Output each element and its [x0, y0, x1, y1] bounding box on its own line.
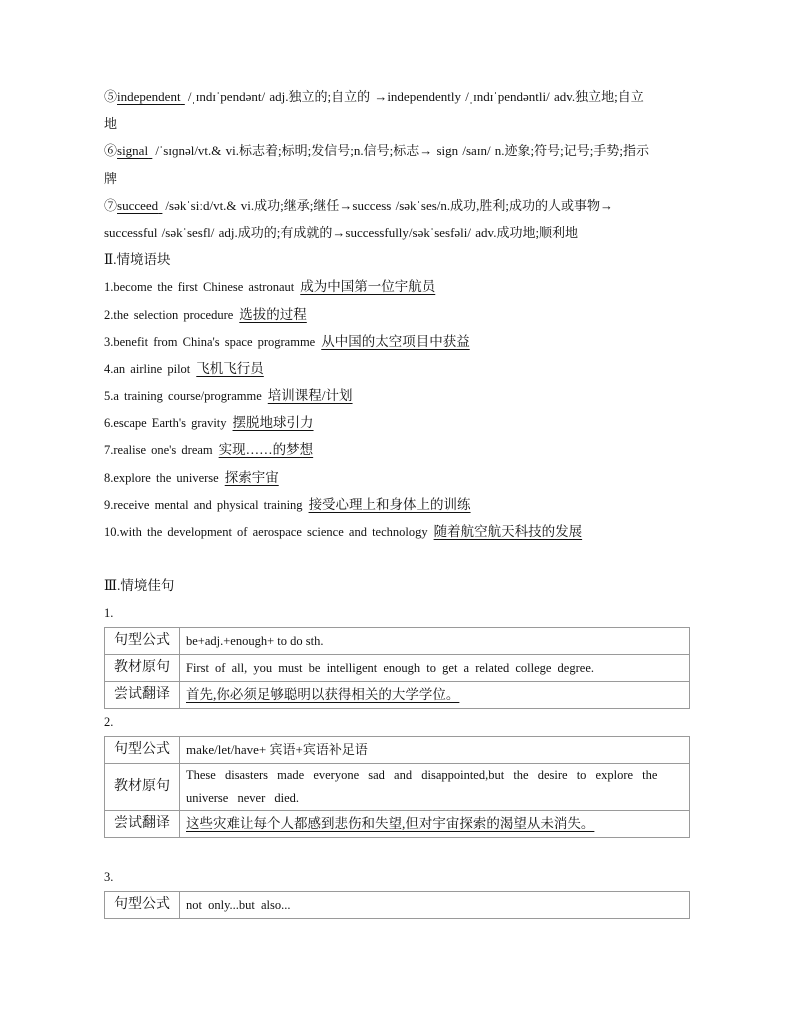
sentence-pattern: not only...but also... [180, 892, 690, 919]
sentence-pattern: be+adj.+enough+ to do sth. [180, 627, 690, 654]
phrase-english: 9.receive mental and physical training [104, 497, 303, 512]
row-label: 教材原句 [105, 763, 180, 810]
phrase-chinese: 摆脱地球引力 [232, 415, 314, 431]
entry-continuation-text: 牌 [104, 170, 118, 186]
row-label: 尝试翻译 [105, 810, 180, 837]
phrase-english: 8.explore the universe [104, 470, 219, 485]
table-row [105, 892, 690, 919]
vocab-entry-succeed [104, 192, 694, 219]
translation-text: 这些灾难让每个人都感到悲伤和失望,但对宇宙探索的渴望从未消失。 [186, 815, 595, 831]
phrase-chinese: 选拔的过程 [239, 306, 307, 322]
sentence-group-number: 1. [104, 605, 114, 620]
phrase-chinese: 成为中国第一位宇航员 [300, 279, 436, 295]
phrase-english: 1.become the first Chinese astronaut [104, 280, 295, 295]
sentence-pattern-table [104, 627, 690, 709]
phrase-chinese: 随着航空航天科技的发展 [433, 524, 583, 539]
headword: succeed [117, 197, 159, 213]
table-row [105, 736, 690, 763]
phrase-english: 4.an airline pilot [104, 361, 191, 376]
textbook-sentence: These disasters made everyone sad and disappointed,but the desire to explore the universe never died. [180, 763, 690, 810]
entry-marker: ⑤ [104, 89, 118, 104]
vocab-entry-independent [104, 83, 694, 110]
blank-line [104, 545, 694, 572]
section-heading-sentences: Ⅲ.情境佳句 [104, 578, 175, 594]
table-row [105, 810, 690, 837]
vocab-entry-continuation [104, 219, 694, 246]
phrase-item [104, 355, 694, 382]
phrase-chinese: 探索宇宙 [224, 469, 279, 485]
phrase-item [104, 382, 694, 409]
phrase-item [104, 301, 694, 328]
table-row [105, 627, 690, 654]
phrase-item [104, 273, 694, 300]
sentence-pattern: make/let/have+ 宾语+宾语补足语 [180, 736, 690, 763]
row-label: 句型公式 [105, 627, 180, 654]
phrase-chinese: 飞机飞行员 [196, 360, 264, 376]
textbook-sentence: First of all, you must be intelligent enough to get a related college degree. [180, 654, 690, 681]
table-row [105, 654, 690, 681]
phrase-item [104, 518, 694, 545]
phrase-item [104, 491, 694, 518]
row-label: 句型公式 [105, 892, 180, 919]
phrase-english: 5.a training course/programme [104, 389, 262, 404]
phrase-item [104, 409, 694, 436]
entry-continuation-text: successful /səkˈsesfl/ adj.成功的;有成就的→successfully/səkˈsesfəli/ adv.成功地;顺利地 [104, 224, 579, 240]
entry-definition: /səkˈsiːd/vt.& vi.成功;继承;继任→success /səkˈses/n.成功,胜利;成功的人或事物→ [165, 197, 613, 213]
vocab-entry-continuation [104, 110, 694, 137]
row-label: 教材原句 [105, 654, 180, 681]
row-label: 句型公式 [105, 736, 180, 763]
entry-marker: ⑥ [104, 143, 118, 159]
phrase-english: 6.escape Earth's gravity [104, 416, 227, 431]
table-row [105, 681, 690, 708]
phrase-chinese: 从中国的太空项目中获益 [321, 333, 470, 349]
vocab-entry-continuation [104, 165, 694, 192]
entry-definition: /ˌɪndɪˈpendənt/ adj.独立的;自立的 →independently /ˌɪndɪˈpendəntli/ adv.独立地;自立 [187, 89, 644, 104]
phrase-item [104, 464, 694, 491]
translation-cell [180, 681, 690, 708]
translation-cell [180, 810, 690, 837]
phrase-item [104, 328, 694, 355]
entry-marker: ⑦ [104, 197, 118, 213]
phrase-chinese: 实现……的梦想 [218, 442, 314, 458]
sentence-pattern-table [104, 891, 690, 919]
entry-continuation-text: 地 [104, 116, 118, 132]
translation-text: 首先,你必须足够聪明以获得相关的大学学位。 [186, 686, 460, 702]
phrase-english: 10.with the development of aerospace science and technology [104, 525, 428, 539]
blank-gap [104, 838, 694, 864]
sentence-group-number: 3. [104, 869, 114, 884]
phrase-chinese: 培训课程/计划 [267, 388, 353, 404]
phrase-english: 3.benefit from China's space programme [104, 334, 316, 349]
row-label: 尝试翻译 [105, 681, 180, 708]
phrase-english: 2.the selection procedure [104, 307, 234, 322]
table-row [105, 763, 690, 810]
document-body [104, 83, 694, 919]
sentence-group-number: 2. [104, 714, 114, 729]
section-heading-phrases: Ⅱ.情境语块 [104, 252, 171, 268]
headword: signal [117, 143, 149, 159]
headword: independent [117, 89, 181, 104]
entry-definition: /ˈsɪɡnəl/vt.& vi.标志着;标明;发信号;n.信号;标志→ sign /saɪn/ n.迹象;符号;记号;手势;指示 [155, 143, 649, 159]
phrase-item [104, 436, 694, 463]
phrase-english: 7.realise one's dream [104, 443, 213, 458]
sentence-pattern-table [104, 736, 690, 838]
vocab-entry-signal [104, 137, 694, 164]
phrase-chinese: 接受心理上和身体上的训练 [308, 496, 471, 512]
